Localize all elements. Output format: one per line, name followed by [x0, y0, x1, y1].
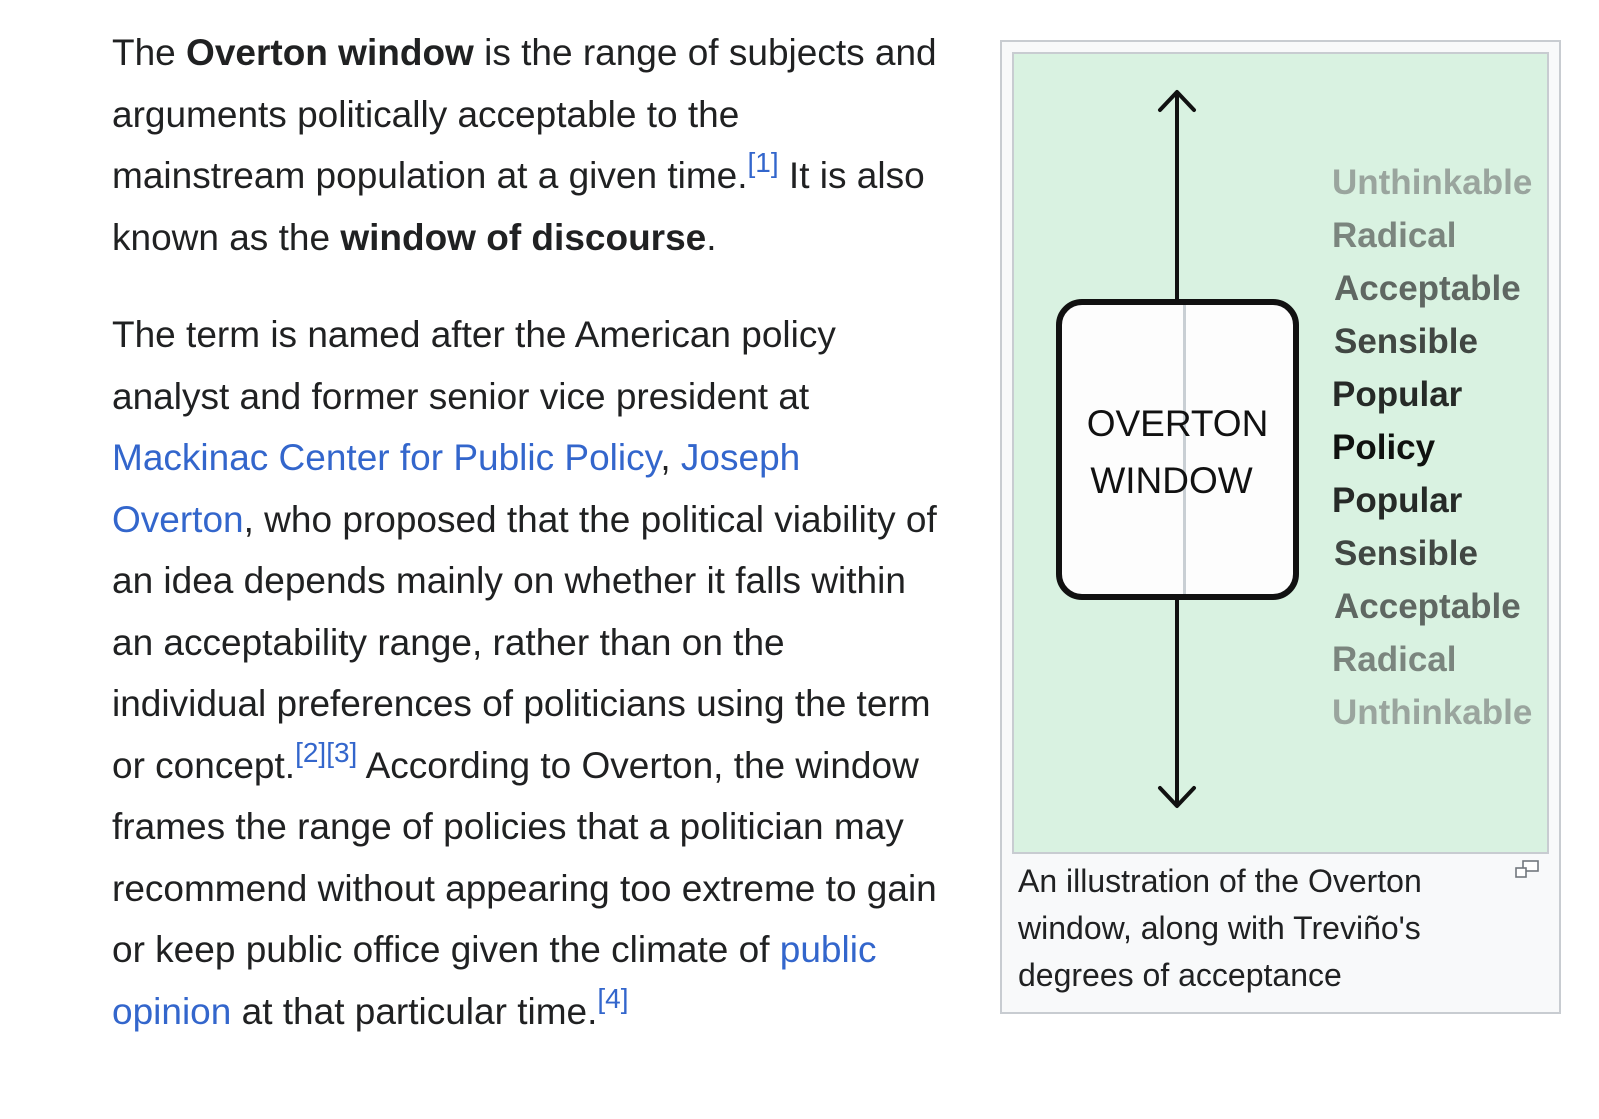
- citation-ref-3[interactable]: [3]: [326, 736, 358, 768]
- figure-thumbnail: [1000, 40, 1561, 1014]
- term-window-of-discourse: window of discourse: [340, 216, 707, 258]
- level-label: Acceptable: [1334, 269, 1521, 308]
- text: The: [112, 32, 187, 73]
- text: According to Overton, the window frames the range of policies that a politician may recommend without appearing too extreme to gain or keep public office given the climate of: [112, 744, 937, 970]
- link-mackinac-center[interactable]: Mackinac Center for Public Policy: [112, 437, 661, 478]
- link-joseph-overton[interactable]: Joseph Overton: [112, 437, 801, 540]
- acceptance-levels: [1332, 156, 1532, 739]
- text: The term is named after the American policy analyst and former senior vice president at: [112, 314, 836, 417]
- text: .: [706, 216, 717, 258]
- level-label: Acceptable: [1334, 587, 1521, 626]
- text: at that particular time.: [231, 990, 598, 1032]
- enlarge-icon[interactable]: [1515, 860, 1539, 878]
- citation-ref-4[interactable]: [4]: [597, 982, 629, 1014]
- term-overton-window: Overton window: [186, 32, 474, 73]
- citation-ref-1[interactable]: [1]: [747, 147, 779, 178]
- level-label: Popular: [1332, 481, 1463, 520]
- level-label: Radical: [1332, 216, 1457, 255]
- level-label: Policy: [1332, 428, 1436, 467]
- text: It is also known as the: [112, 155, 925, 258]
- window-label: [1062, 395, 1293, 509]
- text: ,: [660, 437, 681, 478]
- paragraph-origin: [112, 304, 942, 1042]
- level-label: Sensible: [1334, 322, 1478, 361]
- citation-ref-2[interactable]: [2]: [295, 736, 327, 768]
- window-label-line-1: OVERTON: [1086, 403, 1269, 444]
- figure-caption: An illustration of the Overton window, along with Treviño's degrees of acceptance: [1018, 863, 1422, 993]
- overton-window-diagram[interactable]: [1012, 52, 1549, 854]
- level-label: Popular: [1332, 375, 1463, 414]
- level-label: Radical: [1332, 640, 1457, 679]
- text: , who proposed that the political viability of an idea depends mainly on whether it falls within an acceptability range, rather than on the individual preferences of politicians using the term or concept.: [112, 498, 937, 786]
- level-label: Unthinkable: [1332, 163, 1533, 202]
- overton-window-box: [1056, 299, 1299, 600]
- window-label-line-2: WINDOW: [1090, 460, 1253, 501]
- level-label: Sensible: [1334, 534, 1478, 573]
- level-label: Unthinkable: [1332, 693, 1533, 732]
- link-public-opinion[interactable]: public opinion: [112, 929, 877, 1032]
- article-body: [112, 22, 942, 1078]
- text: is the range of subjects and arguments politically acceptable to the mainstream population at a given time.: [112, 32, 937, 196]
- paragraph-intro: [112, 22, 942, 268]
